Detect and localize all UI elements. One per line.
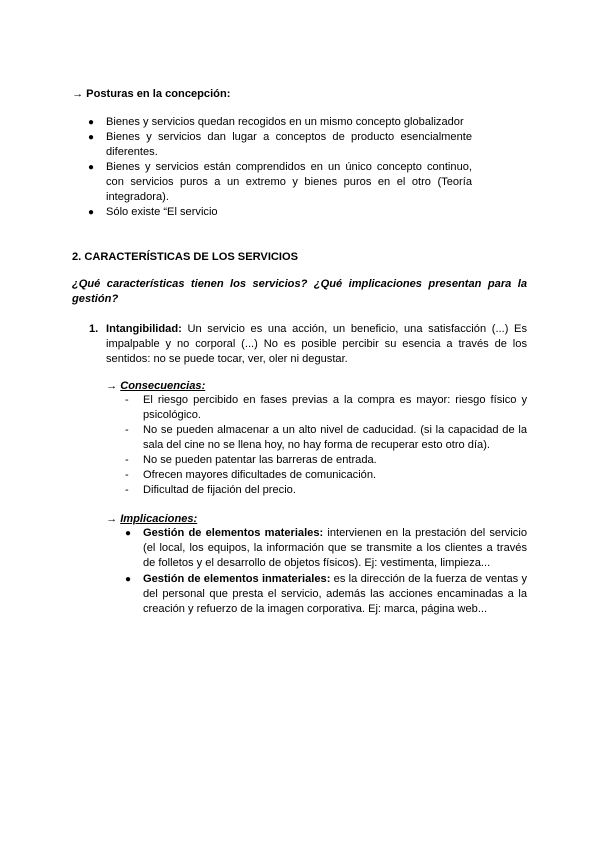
list-item-text: No se pueden patentar las barreras de entrada.	[143, 454, 377, 466]
list-item-text: No se pueden almacenar a un alto nivel de caducidad. (si la capacidad de la sala del cine no se llena hoy, no hay forma de recuperar esto otro día).	[143, 424, 527, 452]
bullet-icon: ●	[88, 132, 95, 143]
dash-icon: -	[125, 454, 129, 466]
section-question: ¿Qué características tienen los servicios? ¿Qué implicaciones presentan para la gestión?	[72, 278, 527, 306]
implicaciones-heading	[106, 512, 197, 527]
bullet-icon: ●	[125, 574, 132, 585]
bullet-icon: ●	[88, 117, 95, 128]
posturas-heading: → Posturas en la concepción:	[72, 88, 231, 100]
item-text: intervienen en la prestación del servicio (el local, los equipos, la información que se transmite a los clientes a través de folletos y el desarrollo de objetos físicos). Ej: vestimenta, limpieza...	[143, 527, 527, 570]
implicaciones-label: Implicaciones:	[120, 513, 198, 525]
consecuencias-label: Consecuencias:	[120, 380, 206, 392]
arrow-icon: →	[106, 513, 121, 525]
bullet-icon: ●	[125, 528, 132, 539]
item-paragraph	[106, 322, 527, 368]
list-item-text: Sólo existe “El servicio	[106, 206, 218, 218]
dash-icon: -	[125, 484, 129, 496]
list-item-text: Bienes y servicios quedan recogidos en un mismo concepto globalizador	[106, 116, 464, 128]
list-item-text	[143, 572, 527, 618]
item-text: Un servicio es una acción, un beneficio, una satisfacción (...) Es impalpable y no corporal (...) No es posible percibir su esencia a través de los sentidos: no se puede tocar, ver, oler ni degustar.	[106, 323, 527, 366]
item-number: 1.	[89, 323, 99, 335]
arrow-icon: →	[106, 380, 121, 392]
dash-icon: -	[125, 469, 129, 481]
consecuencias-heading	[106, 379, 205, 394]
bullet-icon: ●	[88, 162, 95, 173]
dash-icon: -	[125, 424, 129, 436]
section-title: 2. CARACTERÍSTICAS DE LOS SERVICIOS	[72, 251, 299, 263]
list-item-text: Bienes y servicios dan lugar a conceptos de producto esencialmente diferentes.	[106, 131, 472, 159]
list-item-text: Ofrecen mayores dificultades de comunicación.	[143, 469, 377, 481]
bullet-icon: ●	[88, 207, 95, 218]
item-text: es la dirección de la fuerza de ventas y del personal que presta el servicio, además las acciones encaminadas a la creación y refuerzo de la imagen corporativa. Ej: marca, página web...	[143, 573, 527, 616]
item-term: Gestión de elementos materiales:	[143, 527, 324, 539]
item-term: Intangibilidad:	[106, 323, 182, 335]
list-item-text	[143, 526, 527, 572]
list-item-text: Bienes y servicios están comprendidos en un único concepto continuo, con servicios puros a un extremo y bienes puros en el otro (Teoría integradora).	[106, 161, 472, 204]
list-item-text: Dificultad de fijación del precio.	[143, 484, 296, 496]
dash-icon: -	[125, 394, 129, 406]
item-term: Gestión de elementos inmateriales:	[143, 573, 331, 585]
list-item-text: El riesgo percibido en fases previas a la compra es mayor: riesgo físico y psicológico.	[143, 394, 527, 422]
